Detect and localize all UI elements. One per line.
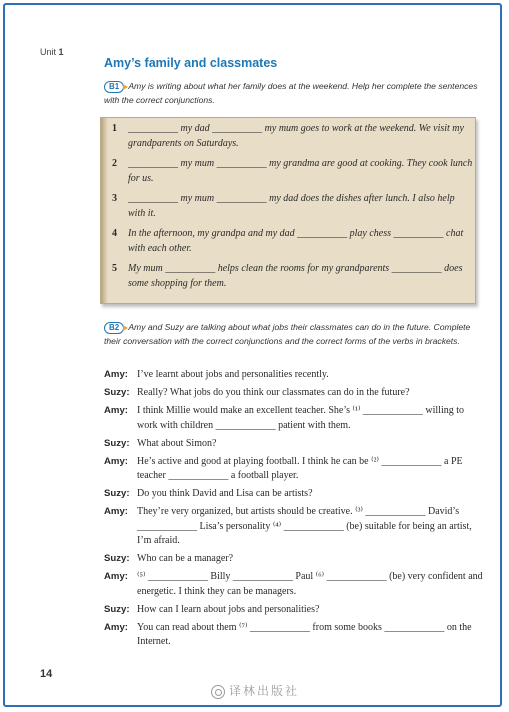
dialogue-turn xyxy=(104,505,484,549)
utterance-text: They’re very organized, but artists should be creative. ⁽³⁾ ____________ David’s ____________ Lisa’s personality ⁽⁴⁾ ____________ (be) suitable for being an artist, I’m afraid. xyxy=(137,506,472,546)
sentence-number: 3 xyxy=(112,193,117,204)
utterance-text: Really? What jobs do you think our classmates can do in the future? xyxy=(137,387,410,398)
utterance-text: You can read about them ⁽⁷⁾ ____________ from some books ____________ on the Internet. xyxy=(137,621,472,647)
utterance-text: Do you think David and Lisa can be artists? xyxy=(137,488,313,499)
utterance-text: I think Millie would make an excellent teacher. She’s ⁽¹⁾ ____________ willing to work with children ____________ patient with them. xyxy=(137,405,465,431)
sentence-number: 5 xyxy=(112,263,117,274)
sentence-number: 4 xyxy=(112,228,117,239)
speaker-label: Suzy: xyxy=(104,603,130,615)
b2-instruction-block xyxy=(104,321,482,348)
unit-label: Unit 1 xyxy=(40,47,64,57)
speaker-label: Amy: xyxy=(104,621,128,633)
publisher-name: 译林出版社 xyxy=(228,684,299,698)
b2-badge: B2 xyxy=(104,322,124,334)
sentence-item xyxy=(112,156,474,186)
b2-instruction: Amy and Suzy are talking about what jobs their classmates can do in the future. Complete their conversation with the correct conjunctions and the correct forms of the verbs in brackets. xyxy=(104,322,471,346)
speaker-label: Suzy: xyxy=(104,387,130,398)
sentence-item xyxy=(112,261,474,291)
speaker-label: Amy: xyxy=(104,506,128,517)
b1-instruction: Amy is writing about what her family does at the weekend. Help her complete the sentences with the correct conjunctions. xyxy=(104,81,478,105)
publisher-watermark xyxy=(180,682,330,699)
dialogue-turn xyxy=(104,437,484,452)
page-title: Amy’s family and classmates xyxy=(104,56,278,70)
dialogue-turn xyxy=(104,404,484,433)
b2-dialogue xyxy=(104,368,484,653)
speaker-label: Suzy: xyxy=(104,437,130,449)
b1-sentence-list xyxy=(112,121,474,296)
sentence-item xyxy=(112,191,474,221)
dialogue-turn xyxy=(104,455,484,484)
utterance-text: How can I learn about jobs and personalities? xyxy=(137,603,320,615)
utterance-text: Who can be a manager? xyxy=(137,553,234,564)
utterance-text: I’ve learnt about jobs and personalities recently. xyxy=(137,369,329,380)
dialogue-turn xyxy=(104,386,484,401)
sentence-number: 1 xyxy=(112,123,117,134)
utterance-text: What about Simon? xyxy=(137,437,217,449)
sentence-text: In the afternoon, my grandpa and my dad __________ play chess __________ chat with each other. xyxy=(128,228,464,254)
speaker-label: Amy: xyxy=(104,405,128,416)
dialogue-turn xyxy=(104,570,484,599)
sentence-text: __________ my dad __________ my mum goes to work at the weekend. We visit my grandparents on Saturdays. xyxy=(128,123,464,149)
sentence-text: __________ my mum __________ my dad does the dishes after lunch. I also help with it. xyxy=(128,193,455,219)
sentence-item xyxy=(112,226,474,256)
dialogue-turn xyxy=(104,368,484,383)
b1-badge: B1 xyxy=(104,81,124,93)
publisher-logo-icon xyxy=(211,685,225,699)
sentence-text: __________ my mum __________ my grandma are good at cooking. They cook lunch for us. xyxy=(128,158,473,184)
dialogue-turn xyxy=(104,487,484,502)
b1-instruction-block xyxy=(104,80,482,107)
speaker-label: Amy: xyxy=(104,455,128,467)
page-number: 14 xyxy=(40,668,53,680)
dialogue-turn xyxy=(104,552,484,567)
speaker-label: Suzy: xyxy=(104,553,130,564)
sentence-number: 2 xyxy=(112,158,117,169)
dialogue-turn xyxy=(104,621,484,650)
utterance-text: ⁽⁵⁾ ____________ Billy ____________ Paul ⁽⁶⁾ ____________ (be) very confident and energetic. I think they can be managers. xyxy=(137,571,483,597)
sentence-item xyxy=(112,121,474,151)
dialogue-turn xyxy=(104,603,484,618)
speaker-label: Amy: xyxy=(104,369,128,380)
utterance-text: He’s active and good at playing football. I think he can be ⁽²⁾ ____________ a PE teacher ____________ a football player. xyxy=(137,455,463,481)
sentence-text: My mum __________ helps clean the rooms for my grandparents __________ does some shopping for them. xyxy=(128,263,463,289)
speaker-label: Amy: xyxy=(104,571,128,582)
speaker-label: Suzy: xyxy=(104,488,130,499)
